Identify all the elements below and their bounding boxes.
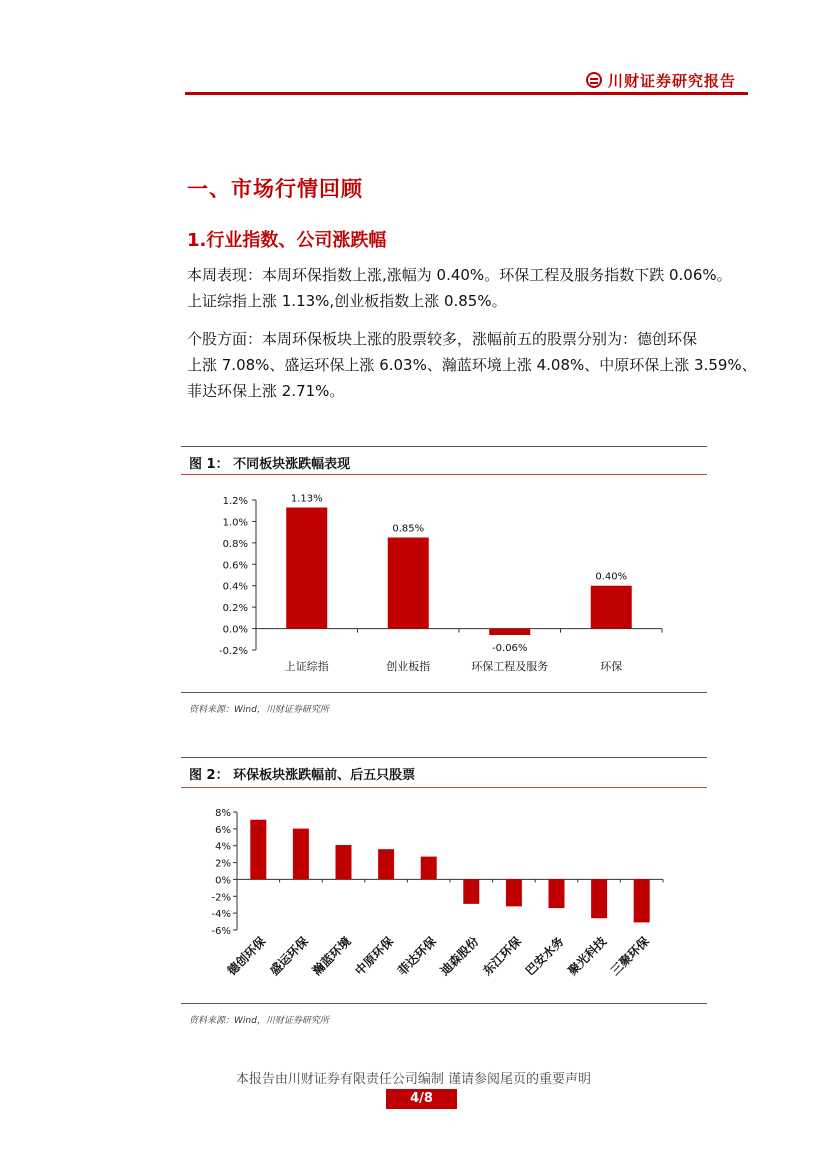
figure2-title-rule [181, 787, 707, 788]
figure2-chart [181, 790, 707, 1000]
x-category-label: 巴安水务 [522, 934, 567, 979]
bar-10 [634, 879, 650, 922]
y-tick-label: 0.0% [222, 624, 248, 636]
page-number: 4/8 [386, 1089, 457, 1109]
data-label: -0.06% [492, 643, 528, 654]
paragraph-line: 上证综指上涨 1.13%,创业板指数上涨 0.85%。 [187, 292, 507, 310]
y-tick-label: 2% [215, 858, 231, 870]
brand-logo-icon [586, 72, 602, 88]
figure1-chart [181, 478, 707, 688]
x-category-label: 东江环保 [480, 934, 525, 979]
y-tick-label: 0% [215, 875, 231, 887]
y-tick-label: -6% [211, 926, 231, 937]
y-tick-label: 4% [215, 841, 231, 853]
figure2-title: 图 2： 环保板块涨跌幅前、后五只股票 [189, 768, 416, 783]
figure2-top-rule [181, 757, 707, 758]
x-category-label: 聚光科技 [565, 934, 610, 979]
figure2-bottom-rule [181, 1003, 707, 1004]
y-tick-label: -2% [211, 892, 231, 904]
bar-1 [286, 508, 327, 629]
x-category-label: 菲达环保 [394, 934, 439, 979]
header-rule [185, 92, 748, 95]
y-tick-label: -0.2% [218, 646, 248, 657]
bar-5 [421, 857, 437, 880]
x-category-label: 上证综指 [284, 660, 329, 673]
x-category-label: 迪森股份 [437, 934, 482, 979]
x-category-label: 环保工程及服务 [471, 660, 549, 673]
bar-1 [250, 820, 266, 880]
y-tick-label: 6% [215, 824, 231, 836]
y-tick-label: 1.2% [222, 496, 248, 507]
subsection-title: 1.行业指数、公司涨跌幅 [187, 230, 387, 251]
bar-3 [336, 845, 352, 879]
figure1-source: 资料来源：Wind，川财证券研究所 [189, 705, 329, 715]
x-category-label: 创业板指 [386, 660, 431, 673]
footer-disclaimer: 本报告由川财证券有限责任公司编制 谨请参阅尾页的重要声明 [235, 1072, 592, 1087]
paragraph-line: 上涨 7.08%、盛运环保上涨 6.03%、瀚蓝环境上涨 4.08%、中原环保上涨 3.59%、 [187, 356, 757, 374]
y-tick-label: -4% [211, 909, 231, 921]
y-tick-label: 0.4% [222, 581, 248, 593]
y-tick-label: 8% [215, 808, 231, 819]
bar-9 [591, 879, 607, 918]
data-label: 1.13% [290, 493, 323, 505]
x-category-label: 盛运环保 [267, 934, 312, 979]
x-category-label: 德创环保 [224, 934, 269, 979]
paragraph-line: 本周表现：本周环保指数上涨,涨幅为 0.40%。环保工程及服务指数下跌 0.06%。 [187, 266, 732, 284]
bar-2 [388, 538, 429, 629]
x-category-label: 瀚蓝环境 [309, 934, 354, 979]
y-tick-label: 0.8% [222, 538, 248, 550]
x-category-label: 环保 [600, 660, 623, 673]
paragraph-index-performance [187, 262, 757, 314]
section-title: 一、市场行情回顾 [187, 177, 363, 201]
figure1-top-rule [181, 446, 707, 447]
x-category-label: 三聚环保 [607, 934, 652, 979]
figure1-title: 图 1： 不同板块涨跌幅表现 [189, 457, 351, 472]
figure2-source: 资料来源：Wind，川财证券研究所 [189, 1016, 329, 1026]
paragraph-stocks [187, 326, 757, 404]
brand-name: 川财证券研究报告 [608, 71, 737, 90]
bar-7 [506, 879, 522, 906]
y-tick-label: 1.0% [222, 517, 248, 529]
data-label: 0.85% [392, 523, 425, 535]
paragraph-line: 个股方面：本周环保板块上涨的股票较多，涨幅前五的股票分别为：德创环保 [187, 330, 698, 348]
x-category-label: 中原环保 [352, 934, 397, 979]
figure1-title-rule [181, 474, 707, 475]
y-tick-label: 0.6% [222, 560, 248, 572]
bar-4 [378, 849, 394, 879]
bar-6 [463, 879, 479, 903]
bar-8 [549, 879, 565, 908]
header-brand [586, 70, 736, 90]
data-label: 0.40% [595, 571, 628, 583]
paragraph-line: 菲达环保上涨 2.71%。 [187, 382, 345, 400]
bar-2 [293, 829, 309, 880]
bar-3 [489, 629, 530, 635]
figure1-bottom-rule [181, 692, 707, 693]
bar-4 [591, 586, 632, 629]
y-tick-label: 0.2% [222, 603, 248, 615]
